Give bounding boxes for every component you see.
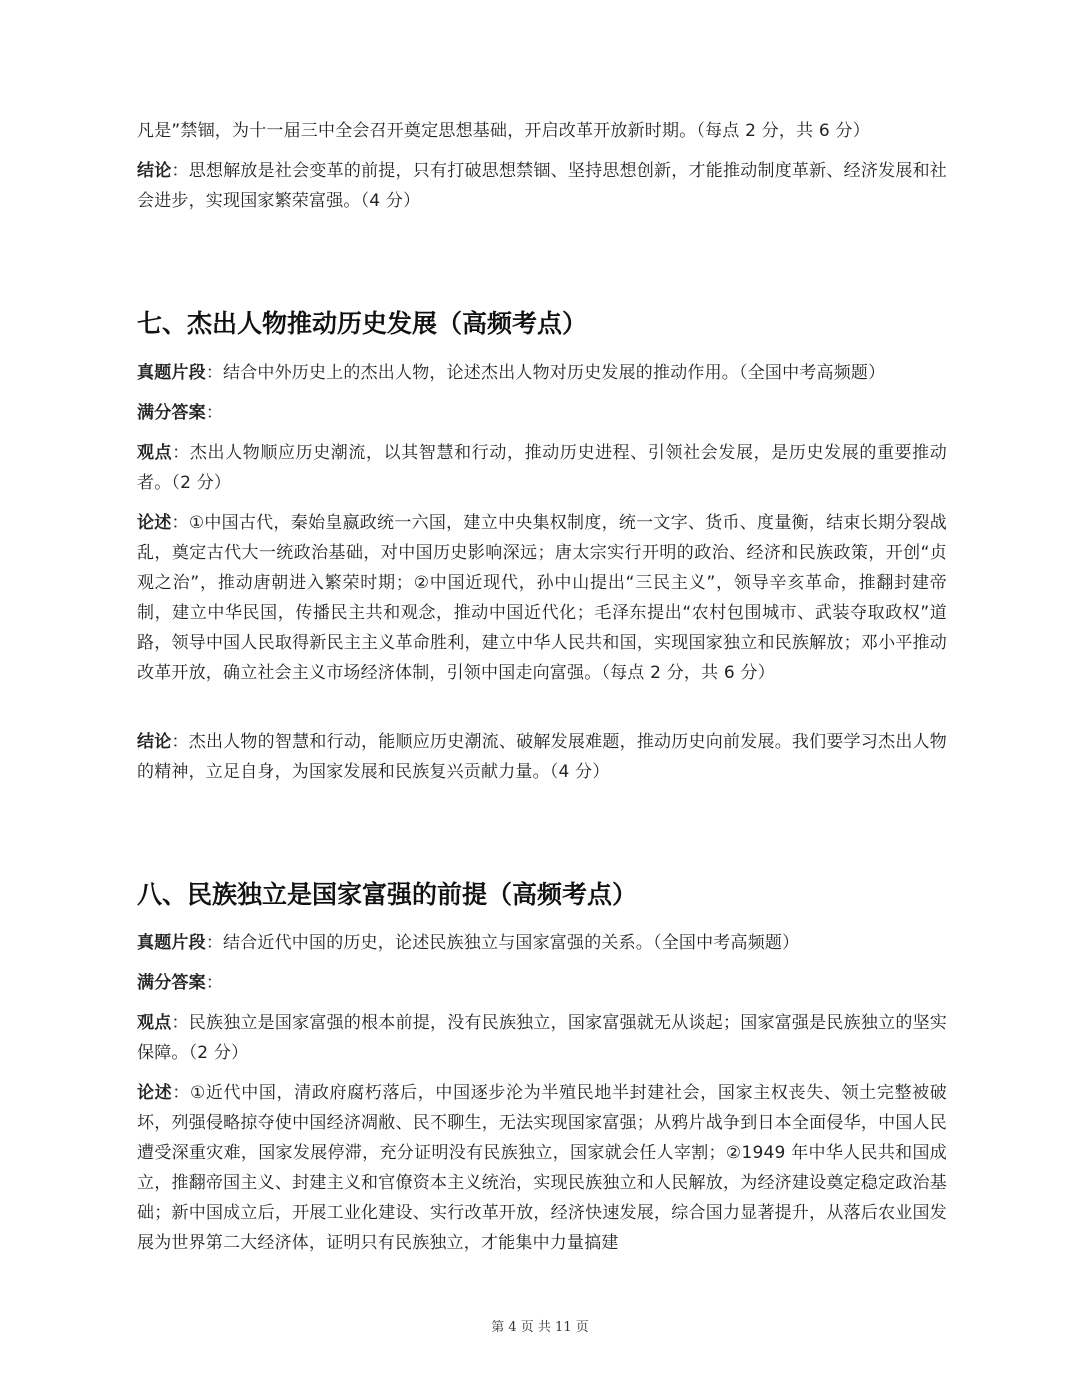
previous-conclusion: 结论：思想解放是社会变革的前提，只有打破思想禁锢、坚持思想创新，才能推动制度革新、经济发展和社会进步，实现国家繁荣富强。（4 分） <box>137 161 948 211</box>
section-8-viewpoint: 观点：民族独立是国家富强的根本前提，没有民族独立，国家富强就无从谈起；国家富强是民族独立的坚实保障。（2 分） <box>137 1013 948 1063</box>
section-8-answer-heading: 满分答案： <box>137 973 224 993</box>
viewpoint-label: 观点 <box>137 1013 172 1033</box>
answer-label: 满分答案 <box>137 973 206 993</box>
page-footer: 第 4 页 共 11 页 <box>491 1320 589 1335</box>
question-label: 真题片段 <box>137 363 206 383</box>
section-7-conclusion: 结论：杰出人物的智慧和行动，能顺应历史潮流、破解发展难题，推动历史向前发展。我们要学习杰出人物的精神，立足自身，为国家发展和民族复兴贡献力量。（4 分） <box>137 732 948 782</box>
previous-section-tail: 凡是”禁锢，为十一届三中全会召开奠定思想基础，开启改革开放新时期。（每点 2 分，共 6 分） <box>137 121 870 141</box>
section-7-viewpoint: 观点：杰出人物顺应历史潮流，以其智慧和行动，推动历史进程、引领社会发展，是历史发展的重要推动者。（2 分） <box>137 443 947 493</box>
question-label: 真题片段 <box>137 933 206 953</box>
argument-label: 论述 <box>137 1083 173 1103</box>
conclusion-label: 结论 <box>137 161 172 181</box>
section-8-heading: 八、民族独立是国家富强的前提（高频考点） <box>137 880 638 909</box>
section-7-argument: 论述：①中国古代，秦始皇嬴政统一六国，建立中央集权制度，统一文字、货币、度量衡，结束长期分裂战乱，奠定古代大一统政治基础，对中国历史影响深远；唐太宗实行开明的政治、经济和民族政策，开创“贞观之治”，推动唐朝进入繁荣时期；②中国近现代，孙中山提出“三民主义”，领导辛亥革命，推翻封建帝制，建立中华民国，传播民主共和观念，推动中国近代化；毛泽东提出“农村包围城市、武装夺取政权”道路，领导中国人民取得新民主主义革命胜利，建立中华人民共和国，实现国家独立和民族解放；邓小平推动改革开放，确立社会主义市场经济体制，引领中国走向富强。（每点 2 分，共 6 分） <box>137 513 947 683</box>
conclusion-label: 结论 <box>137 732 172 752</box>
section-8-argument: 论述：①近代中国，清政府腐朽落后，中国逐步沦为半殖民地半封建社会，国家主权丧失、领土完整被破坏，列强侵略掠夺使中国经济凋敝、民不聊生，无法实现国家富强；从鸦片战争到日本全面侵华，中国人民遭受深重灾难，国家发展停滞，充分证明没有民族独立，国家就会任人宰割；②1949 年中华人民共和国成立，推翻帝国主义、封建主义和官僚资本主义统治，实现民族独立和人民解放，为经济建设奠定稳定政治基础；新中国成立后，开展工业化建设、实行改革开放，经济快速发展，综合国力显著提升，从落后农业国发展为世界第二大经济体，证明只有民族独立，才能集中力量搞建 <box>137 1083 947 1253</box>
section-7-answer-heading: 满分答案： <box>137 403 224 423</box>
answer-label: 满分答案 <box>137 403 206 423</box>
section-8-question: 真题片段：结合近代中国的历史，论述民族独立与国家富强的关系。（全国中考高频题） <box>137 933 800 953</box>
section-7-heading: 七、杰出人物推动历史发展（高频考点） <box>137 309 588 338</box>
viewpoint-label: 观点 <box>137 443 173 463</box>
argument-label: 论述 <box>137 513 172 533</box>
section-7-question: 真题片段：结合中外历史上的杰出人物，论述杰出人物对历史发展的推动作用。（全国中考高频题） <box>137 363 886 383</box>
